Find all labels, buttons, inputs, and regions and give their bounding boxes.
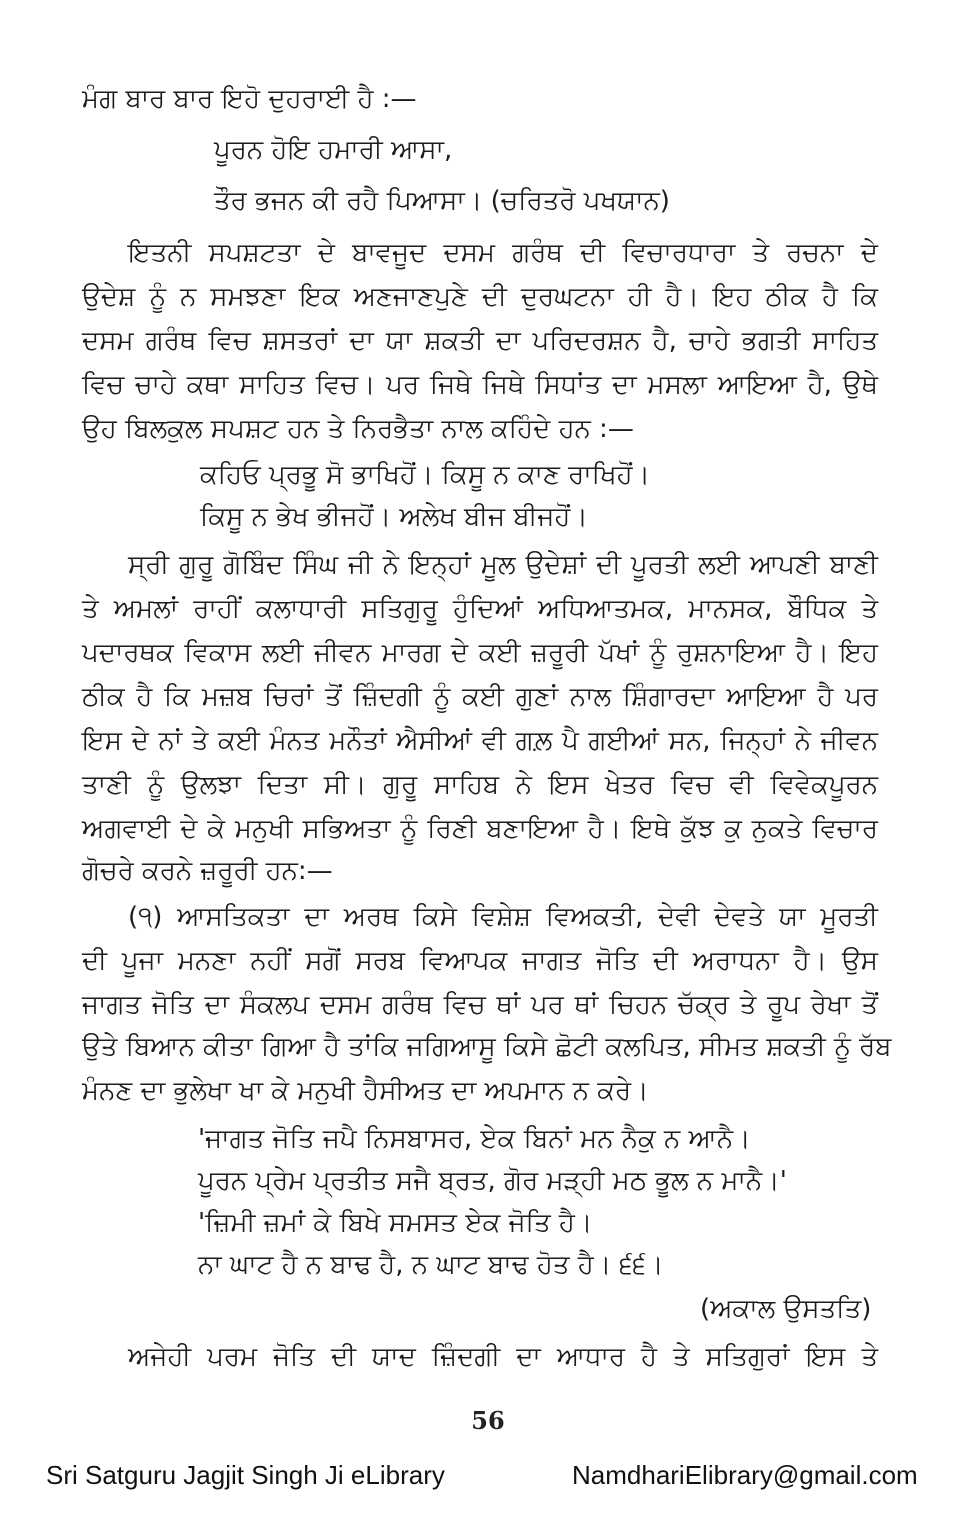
verse-line: ਪੂਰਨ ਹੋਇ ਹਮਾਰੀ ਆਸਾ, <box>214 135 453 165</box>
paragraph-line: ਜਾਗਤ ਜੋਤਿ ਦਾ ਸੰਕਲਪ ਦਸਮ ਗਰੰਥ ਵਿਚ ਥਾਂ ਪਰ ਥਾਂ ਚਿਹਨ ਚੱਕ੍ਰ ਤੇ ਰੂਪ ਰੇਖਾ ਤੋਂ <box>82 990 878 1020</box>
paragraph-line: ਉਤੇ ਬਿਆਨ ਕੀਤਾ ਗਿਆ ਹੈ ਤਾਂਕਿ ਜਗਿਆਸੂ ਕਿਸੇ ਛੋਟੀ ਕਲਪਿਤ, ਸੀਮਤ ਸ਼ਕਤੀ ਨੂੰ ਰੱਬ <box>82 1032 892 1062</box>
verse-line: ਕਿਸੂ ਨ ਭੇਖ ਭੀਜਹੋਂ। ਅਲੇਖ ਬੀਜ ਬੀਜਹੋਂ। <box>200 502 588 532</box>
verse-line: 'ਜ਼ਿਮੀ ਜ਼ਮਾਂ ਕੇ ਬਿਖੇ ਸਮਸਤ ਏਕ ਜੋਤਿ ਹੈ। <box>198 1208 593 1238</box>
verse-line: ਤੌਰ ਭਜਨ ਕੀ ਰਹੈ ਪਿਆਸਾ। (ਚਰਿਤਰੋ ਪਖਯਾਨ) <box>214 186 670 216</box>
paragraph-line: ਇਸ ਦੇ ਨਾਂ ਤੇ ਕਈ ਮੰਨਤ ਮਨੌਤਾਂ ਐਸੀਆਂ ਵੀ ਗਲ਼ ਪੈ ਗਈਆਂ ਸਨ, ਜਿਨ੍ਹਾਂ ਨੇ ਜੀਵਨ <box>82 726 878 756</box>
text-line: ਮੰਗ ਬਾਰ ਬਾਰ ਇਹੋ ਦੁਹਰਾਈ ਹੈ :— <box>82 84 417 114</box>
paragraph-line: ਤਾਣੀ ਨੂੰ ਉਲਝਾ ਦਿਤਾ ਸੀ। ਗੁਰੂ ਸਾਹਿਬ ਨੇ ਇਸ ਖੇਤਰ ਵਿਚ ਵੀ ਵਿਵੇਕਪੂਰਨ <box>82 770 878 800</box>
paragraph-line: ਇਤਨੀ ਸਪਸ਼ਟਤਾ ਦੇ ਬਾਵਜੂਦ ਦਸਮ ਗਰੰਥ ਦੀ ਵਿਚਾਰਧਾਰਾ ਤੇ ਰਚਨਾ ਦੇ <box>128 238 878 268</box>
paragraph-line: ਤੇ ਅਮਲਾਂ ਰਾਹੀਂ ਕਲਾਧਾਰੀ ਸਤਿਗੁਰੂ ਹੁੰਦਿਆਂ ਅਧਿਆਤਮਕ, ਮਾਨਸਕ, ਬੌਧਿਕ ਤੇ <box>82 594 878 624</box>
paragraph-line: ਦਸਮ ਗਰੰਥ ਵਿਚ ਸ਼ਸਤਰਾਂ ਦਾ ਯਾ ਸ਼ਕਤੀ ਦਾ ਪਰਿਦਰਸ਼ਨ ਹੈ, ਚਾਹੇ ਭਗਤੀ ਸਾਹਿਤ <box>82 326 878 356</box>
paragraph-line: ਉਦੇਸ਼ ਨੂੰ ਨ ਸਮਝਣਾ ਇਕ ਅਣਜਾਣਪੁਣੇ ਦੀ ਦੁਰਘਟਨਾ ਹੀ ਹੈ। ਇਹ ਠੀਕ ਹੈ ਕਿ <box>82 282 878 312</box>
verse-line: ਕਹਿਓ ਪ੍ਰਭੂ ਸੋ ਭਾਖਿਹੋਂ। ਕਿਸੂ ਨ ਕਾਣ ਰਾਖਿਹੋਂ। <box>200 460 651 490</box>
paragraph-line: ਗੋਚਰੇ ਕਰਨੇ ਜ਼ਰੂਰੀ ਹਨ:— <box>82 856 333 886</box>
paragraph-line: ਪਦਾਰਥਕ ਵਿਕਾਸ ਲਈ ਜੀਵਨ ਮਾਰਗ ਦੇ ਕਈ ਜ਼ਰੂਰੀ ਪੱਖਾਂ ਨੂੰ ਰੁਸ਼ਨਾਇਆ ਹੈ। ਇਹ <box>82 638 878 668</box>
paragraph-line: (੧) ਆਸਤਿਕਤਾ ਦਾ ਅਰਥ ਕਿਸੇ ਵਿਸ਼ੇਸ਼ ਵਿਅਕਤੀ, ਦੇਵੀ ਦੇਵਤੇ ਯਾ ਮੂਰਤੀ <box>128 902 878 932</box>
paragraph-line: ਦੀ ਪੂਜਾ ਮਨਣਾ ਨਹੀਂ ਸਗੋਂ ਸਰਬ ਵਿਆਪਕ ਜਾਗਤ ਜੋਤਿ ਦੀ ਅਰਾਧਨਾ ਹੈ। ਉਸ <box>82 946 878 976</box>
paragraph-line: ਮੰਨਣ ਦਾ ਭੁਲੇਖਾ ਖਾ ਕੇ ਮਨੁਖੀ ਹੈਸੀਅਤ ਦਾ ਅਪਮਾਨ ਨ ਕਰੇ। <box>82 1076 649 1106</box>
citation: (ਅਕਾਲ ਉਸਤਤਿ) <box>700 1294 872 1324</box>
paragraph-line: ਉਹ ਬਿਲਕੁਲ ਸਪਸ਼ਟ ਹਨ ਤੇ ਨਿਰਭੈਤਾ ਨਾਲ ਕਹਿੰਦੇ ਹਨ :— <box>82 414 634 444</box>
verse-line: 'ਜਾਗਤ ਜੋਤਿ ਜਪੈ ਨਿਸਬਾਸਰ, ਏਕ ਬਿਨਾਂ ਮਨ ਨੈਕੁ ਨ ਆਨੈ। <box>198 1124 751 1154</box>
verse-line: ਨਾ ਘਾਟ ਹੈ ਨ ਬਾਢ ਹੈ, ਨ ਘਾਟ ਬਾਢ ਹੋਤ ਹੈ। ੬੬। <box>198 1250 664 1280</box>
paragraph-line: ਵਿਚ ਚਾਹੇ ਕਥਾ ਸਾਹਿਤ ਵਿਚ। ਪਰ ਜਿਥੇ ਜਿਥੇ ਸਿਧਾਂਤ ਦਾ ਮਸਲਾ ਆਇਆ ਹੈ, ਉਥੇ <box>82 370 878 400</box>
footer-email: NamdhariElibrary@gmail.com <box>572 1460 918 1490</box>
paragraph-line: ਅਜੇਹੀ ਪਰਮ ਜੋਤਿ ਦੀ ਯਾਦ ਜ਼ਿੰਦਗੀ ਦਾ ਆਧਾਰ ਹੈ ਤੇ ਸਤਿਗੁਰਾਂ ਇਸ ਤੇ <box>128 1342 878 1372</box>
paragraph-line: ਠੀਕ ਹੈ ਕਿ ਮਜ਼ਬ ਚਿਰਾਂ ਤੋਂ ਜ਼ਿੰਦਗੀ ਨੂੰ ਕਈ ਗੁਣਾਂ ਨਾਲ ਸ਼ਿੰਗਾਰਦਾ ਆਇਆ ਹੈ ਪਰ <box>82 682 878 712</box>
paragraph-line: ਸ੍ਰੀ ਗੁਰੂ ਗੋਬਿੰਦ ਸਿੰਘ ਜੀ ਨੇ ਇਨ੍ਹਾਂ ਮੂਲ ਉਦੇਸ਼ਾਂ ਦੀ ਪੂਰਤੀ ਲਈ ਆਪਣੀ ਬਾਣੀ <box>128 550 878 580</box>
footer-library-name: Sri Satguru Jagjit Singh Ji eLibrary <box>46 1460 445 1490</box>
paragraph-line: ਅਗਵਾਈ ਦੇ ਕੇ ਮਨੁਖੀ ਸਭਿਅਤਾ ਨੂੰ ਰਿਣੀ ਬਣਾਇਆ ਹੈ। ਇਥੇ ਕੁੱਝ ਕੁ ਨੁਕਤੇ ਵਿਚਾਰ <box>82 814 878 844</box>
page-number: 56 <box>471 1406 505 1435</box>
verse-line: ਪੂਰਨ ਪ੍ਰੇਮ ਪ੍ਰਤੀਤ ਸਜੈ ਬ੍ਰਤ, ਗੋਰ ਮੜ੍ਹੀ ਮਠ ਭੂਲ ਨ ਮਾਨੈ।' <box>198 1166 787 1196</box>
